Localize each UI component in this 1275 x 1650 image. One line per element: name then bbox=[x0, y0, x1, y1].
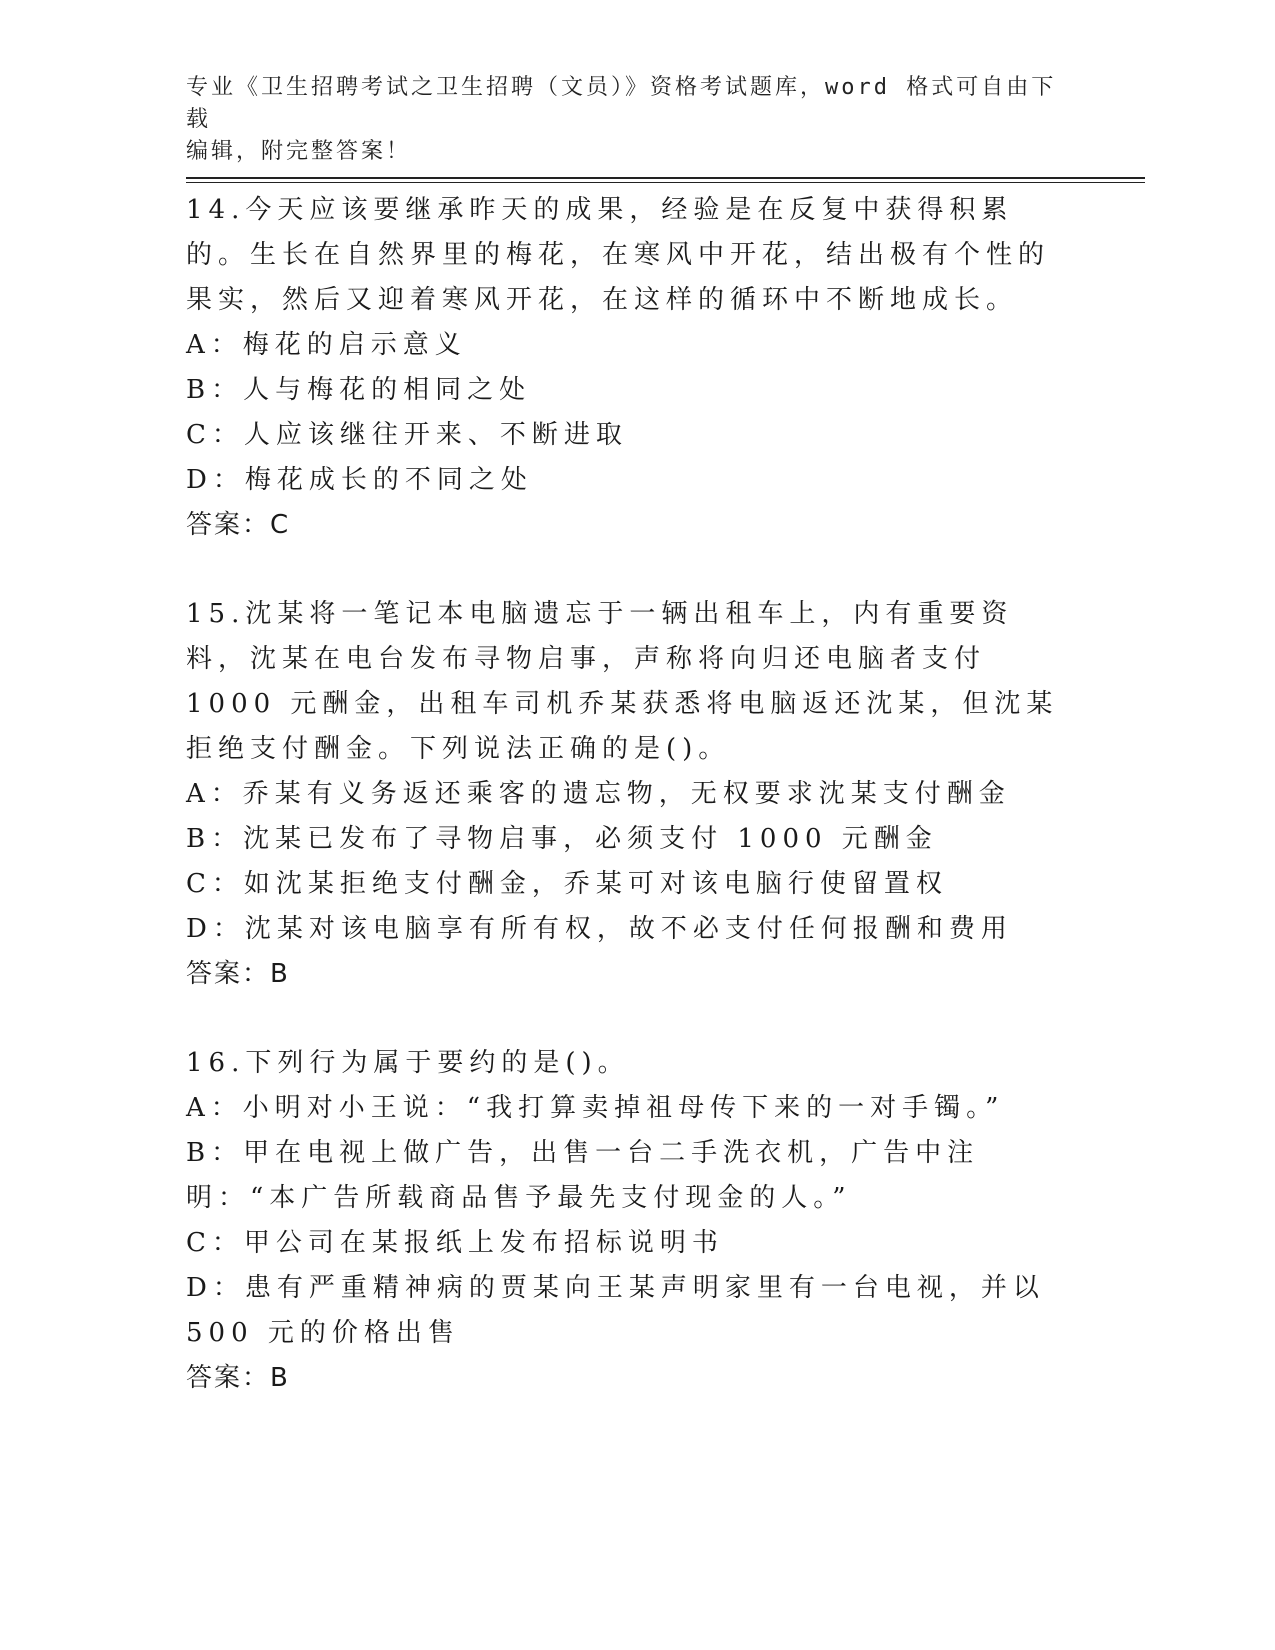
question-gap bbox=[186, 997, 1066, 1041]
document-header bbox=[186, 72, 1066, 168]
header-line-1: 专业《卫生招聘考试之卫生招聘（文员）》资格考试题库，word 格式可自由下载 bbox=[186, 75, 1057, 132]
option-d: D：患有严重精神病的贾某向王某声明家里有一台电视，并以 500 元的价格出售 bbox=[186, 1273, 1045, 1348]
option-b: B：人与梅花的相同之处 bbox=[186, 375, 532, 405]
answer-line: 答案：B bbox=[186, 959, 290, 989]
header-line-2: 编辑，附完整答案！ bbox=[186, 139, 412, 164]
option-c: C：如沈某拒绝支付酬金，乔某可对该电脑行使留置权 bbox=[186, 869, 948, 899]
header-divider-thick bbox=[186, 177, 1145, 179]
header-divider-thin bbox=[186, 182, 1145, 183]
question-text: 16.下列行为属于要约的是()。 bbox=[186, 1048, 630, 1078]
option-c: C：甲公司在某报纸上发布招标说明书 bbox=[186, 1228, 724, 1258]
option-b: B：沈某已发布了寻物启事，必须支付 1000 元酬金 bbox=[186, 824, 938, 854]
option-a: A：乔某有义务返还乘客的遗忘物，无权要求沈某支付酬金 bbox=[186, 779, 1011, 809]
question-text: 14.今天应该要继承昨天的成果，经验是在反复中获得积累的。生长在自然界里的梅花，在寒风中开花，结出极有个性的果实，然后又迎着寒风开花，在这样的循环中不断地成长。 bbox=[186, 195, 1051, 315]
question-14 bbox=[186, 188, 1066, 548]
question-text: 15.沈某将一笔记本电脑遗忘于一辆出租车上，内有重要资料，沈某在电台发布寻物启事，声称将向归还电脑者支付 1000 元酬金，出租车司机乔某获悉将电脑返还沈某，但沈某拒绝支付酬金。下列说法正确的是()。 bbox=[186, 599, 1059, 764]
option-a: A：梅花的启示意义 bbox=[186, 330, 467, 360]
option-d: D：沈某对该电脑享有所有权，故不必支付任何报酬和费用 bbox=[186, 914, 1013, 944]
question-16 bbox=[186, 1041, 1066, 1401]
answer-line: 答案：B bbox=[186, 1363, 290, 1393]
question-gap bbox=[186, 548, 1066, 592]
option-d: D：梅花成长的不同之处 bbox=[186, 465, 533, 495]
question-15 bbox=[186, 592, 1066, 997]
answer-line: 答案：C bbox=[186, 510, 291, 540]
option-a: A：小明对小王说：“我打算卖掉祖母传下来的一对手镯。” bbox=[186, 1093, 1005, 1123]
option-b: B：甲在电视上做广告，出售一台二手洗衣机，广告中注明：“本广告所载商品售予最先支付现金的人。” bbox=[186, 1138, 980, 1213]
option-c: C：人应该继往开来、不断进取 bbox=[186, 420, 628, 450]
question-list bbox=[186, 188, 1066, 1401]
